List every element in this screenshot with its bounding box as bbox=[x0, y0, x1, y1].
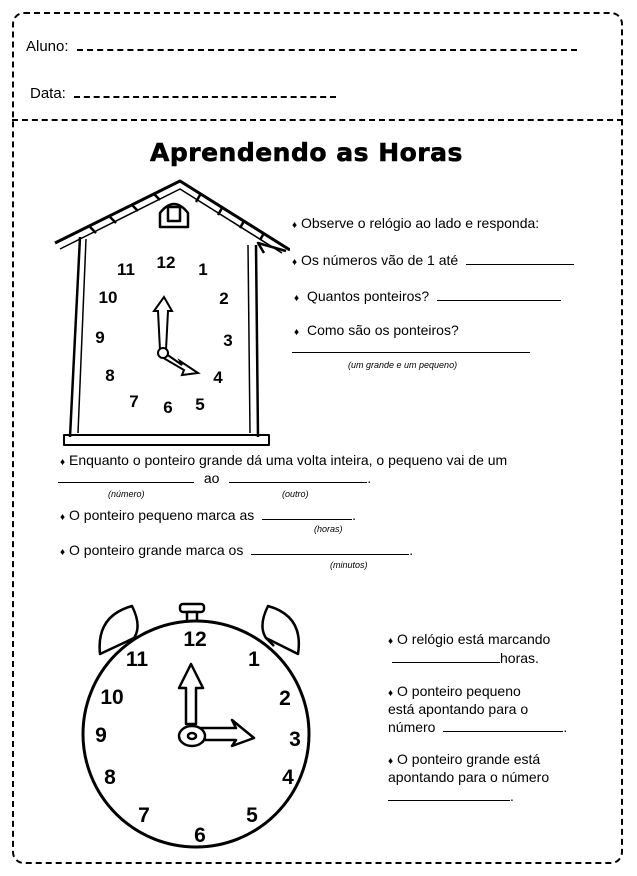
alarm-clock-number: 1 bbox=[248, 648, 260, 671]
student-name-row bbox=[26, 38, 577, 55]
student-name-field[interactable] bbox=[77, 49, 577, 51]
alarm-clock-illustration bbox=[76, 596, 324, 856]
alarm-clock-number: 12 bbox=[183, 628, 207, 651]
answer-small-hand-number-field[interactable] bbox=[443, 731, 563, 732]
date-label: Data: bbox=[30, 85, 66, 102]
answer-hands-how-field[interactable] bbox=[292, 338, 530, 353]
house-clock-illustration bbox=[50, 175, 290, 450]
house-clock-number: 9 bbox=[95, 328, 105, 347]
house-clock-number: 6 bbox=[163, 398, 173, 417]
house-clock-number: 8 bbox=[105, 366, 115, 385]
q-small-marks: ♦ O ponteiro pequeno marca as . bbox=[60, 507, 357, 523]
alarm-clock-number: 3 bbox=[289, 728, 301, 751]
house-clock-number: 5 bbox=[195, 395, 205, 414]
student-label: Aluno: bbox=[26, 38, 69, 55]
q-small-points: ♦ O ponteiro pequeno bbox=[388, 683, 521, 699]
hint-hands: (um grande e um pequeno) bbox=[348, 360, 458, 370]
alarm-clock-number: 4 bbox=[282, 766, 294, 789]
hint-minutes: (minutos) bbox=[330, 560, 368, 570]
date-row bbox=[30, 85, 336, 102]
answer-minutes-field[interactable] bbox=[251, 554, 409, 555]
house-clock-number: 4 bbox=[213, 368, 223, 387]
q-turn: ♦ Enquanto o ponteiro grande dá uma volta inteira, o pequeno vai de um bbox=[60, 452, 508, 468]
page-title: Aprendendo as Horas bbox=[150, 138, 463, 167]
alarm-clock-number: 7 bbox=[138, 804, 150, 827]
q-small-points-line3: número . bbox=[388, 719, 568, 735]
q-big-points-answer: . bbox=[388, 788, 514, 804]
alarm-clock-number: 11 bbox=[125, 648, 149, 671]
q-observe: ♦ Observe o relógio ao lado e responda: bbox=[292, 215, 540, 231]
q-big-points: ♦ O ponteiro grande está bbox=[388, 751, 541, 767]
alarm-clock-number: 6 bbox=[194, 824, 206, 847]
house-clock-number: 12 bbox=[156, 253, 176, 272]
answer-hands-count-field[interactable] bbox=[437, 300, 561, 301]
answer-clock-hours-field[interactable] bbox=[392, 662, 500, 663]
answer-big-hand-number-field[interactable] bbox=[388, 800, 510, 801]
alarm-clock-number: 2 bbox=[279, 687, 291, 710]
house-clock-number: 7 bbox=[129, 392, 139, 411]
q-numbers: ♦ Os números vão de 1 até bbox=[292, 252, 574, 268]
alarm-clock-number: 8 bbox=[104, 766, 116, 789]
answer-hours-field[interactable] bbox=[262, 519, 352, 520]
house-clock-number: 1 bbox=[198, 260, 208, 279]
hint-other: (outro) bbox=[282, 489, 309, 499]
answer-from-number-field[interactable] bbox=[58, 482, 194, 483]
house-clock-number: 11 bbox=[117, 260, 135, 279]
q-big-points-line2: apontando para o número bbox=[388, 769, 550, 785]
alarm-clock-number: 10 bbox=[100, 686, 124, 709]
hint-hours: (horas) bbox=[314, 524, 343, 534]
q-clock-time: ♦ O relógio está marcando bbox=[388, 631, 551, 647]
q-clock-time-answer: horas. bbox=[392, 650, 539, 666]
answer-numbers-field[interactable] bbox=[466, 264, 574, 265]
header-divider bbox=[12, 119, 623, 121]
alarm-clock-number: 9 bbox=[95, 724, 107, 747]
hint-number: (número) bbox=[108, 489, 145, 499]
house-clock-number: 2 bbox=[219, 289, 229, 308]
house-clock-number: 10 bbox=[98, 288, 118, 307]
alarm-clock-number: 5 bbox=[246, 804, 258, 827]
q-big-marks: ♦ O ponteiro grande marca os . bbox=[60, 542, 414, 558]
answer-to-number-field[interactable] bbox=[229, 482, 367, 483]
q-hands-how: ♦ Como são os ponteiros? bbox=[294, 322, 459, 338]
q-turn-answers: ao . bbox=[58, 470, 371, 486]
q-hands-count: ♦ Quantos ponteiros? bbox=[294, 288, 561, 304]
q-small-points-line2: está apontando para o bbox=[388, 701, 529, 717]
house-clock-number: 3 bbox=[223, 331, 233, 350]
date-field[interactable] bbox=[74, 96, 336, 98]
